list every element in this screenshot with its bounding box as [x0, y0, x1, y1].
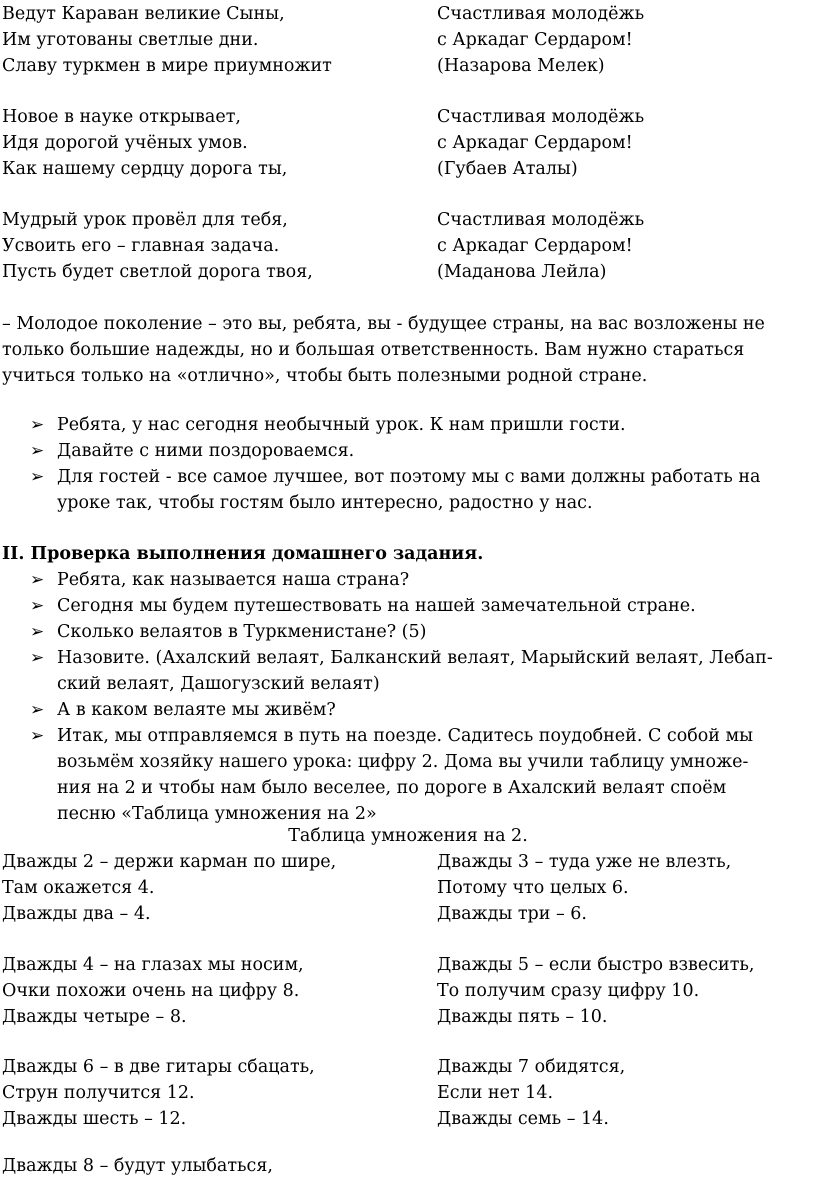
song-line: Потому что целых 6. [437, 878, 629, 898]
list-item: Назовите. (Ахалский велаят, Балканский велаят, Марыйский велаят, Лебап- [57, 648, 773, 668]
poem-line: Новое в науке открывает, [2, 107, 241, 127]
song-line: Дважды 7 обидятся, [437, 1057, 626, 1077]
list-item: Для гостей - все самое лучшее, вот поэтому мы с вами должны работать на [57, 467, 761, 487]
bullet-arrow-icon: ➢ [30, 622, 45, 642]
song-line: Дважды 8 – будут улыбаться, [2, 1156, 273, 1176]
song-line: Дважды 2 – держи карман по шире, [2, 852, 337, 872]
song-line: Дважды четыре – 8. [2, 1007, 187, 1027]
song-line: Дважды пять – 10. [437, 1007, 608, 1027]
poem-line: с Аркадаг Сердаром! [437, 30, 633, 50]
poem-line: Счастливая молодёжь [437, 4, 645, 24]
song-line: Там окажется 4. [2, 878, 155, 898]
list-item-continuation: песню «Таблица умножения на 2» [57, 804, 377, 824]
poem-line: Как нашему сердцу дорога ты, [2, 159, 288, 179]
song-line: Если нет 14. [437, 1083, 554, 1103]
song-line: Дважды три – 6. [437, 904, 587, 924]
poem-line: Усвоить его – главная задача. [2, 236, 280, 256]
song-line: Дважды 3 – туда уже не влезть, [437, 852, 732, 872]
list-item: Ребята, у нас сегодня необычный урок. К нам пришли гости. [57, 415, 626, 435]
song-line: Дважды 4 – на глазах мы носим, [2, 955, 304, 975]
section-heading: II. Проверка выполнения домашнего задания. [2, 544, 484, 564]
poem-author: (Назарова Мелек) [437, 56, 605, 76]
bullet-arrow-icon: ➢ [30, 570, 45, 590]
list-item-continuation: ния на 2 и чтобы нам было веселее, по дороге в Ахалский велаят споём [57, 778, 727, 798]
bullet-arrow-icon: ➢ [30, 467, 45, 487]
bullet-arrow-icon: ➢ [30, 700, 45, 720]
paragraph-line: учиться только на «отлично», чтобы быть полезными родной стране. [2, 366, 648, 386]
poem-line: Идя дорогой учёных умов. [2, 133, 248, 153]
song-line: Дважды семь – 14. [437, 1109, 609, 1129]
paragraph-line: – Молодое поколение – это вы, ребята, вы - будущее страны, на вас возложены не [2, 314, 765, 334]
song-line: Дважды два – 4. [2, 904, 151, 924]
list-item: Давайте с ними поздороваемся. [57, 441, 355, 461]
poem-line: Мудрый урок провёл для тебя, [2, 210, 288, 230]
song-line: Дважды 6 – в две гитары сбацать, [2, 1057, 315, 1077]
song-line: То получим сразу цифру 10. [437, 981, 700, 1001]
poem-line: с Аркадаг Сердаром! [437, 133, 633, 153]
poem-author: (Губаев Аталы) [437, 159, 578, 179]
poem-line: Счастливая молодёжь [437, 107, 645, 127]
bullet-arrow-icon: ➢ [30, 726, 45, 746]
poem-line: Славу туркмен в мире приумножит [2, 56, 332, 76]
list-item: Сколько велаятов в Туркменистане? (5) [57, 622, 427, 642]
song-line: Дважды 5 – если быстро взвесить, [437, 955, 755, 975]
song-title: Таблица умножения на 2. [288, 826, 528, 846]
list-item-continuation: ский велаят, Дашогузский велаят) [57, 674, 380, 694]
bullet-arrow-icon: ➢ [30, 415, 45, 435]
poem-line: Пусть будет светлой дорога твоя, [2, 262, 313, 282]
song-line: Дважды шесть – 12. [2, 1109, 187, 1129]
list-item: Итак, мы отправляемся в путь на поезде. Садитесь поудобней. С собой мы [57, 726, 754, 746]
paragraph-line: только большие надежды, но и большая ответственность. Вам нужно стараться [2, 340, 745, 360]
poem-line: с Аркадаг Сердаром! [437, 236, 633, 256]
poem-author: (Маданова Лейла) [437, 262, 607, 282]
bullet-arrow-icon: ➢ [30, 441, 45, 461]
song-line: Струн получится 12. [2, 1083, 195, 1103]
poem-line: Ведут Караван великие Сыны, [2, 4, 285, 24]
list-item: Сегодня мы будем путешествовать на нашей замечательной стране. [57, 596, 696, 616]
poem-line: Им уготованы светлые дни. [2, 30, 259, 50]
song-line: Очки похожи очень на цифру 8. [2, 981, 300, 1001]
list-item: Ребята, как называется наша страна? [57, 570, 410, 590]
list-item: А в каком велаяте мы живём? [57, 700, 336, 720]
poem-line: Счастливая молодёжь [437, 210, 645, 230]
bullet-arrow-icon: ➢ [30, 596, 45, 616]
bullet-arrow-icon: ➢ [30, 648, 45, 668]
list-item-continuation: уроке так, чтобы гостям было интересно, радостно у нас. [57, 493, 593, 513]
list-item-continuation: возьмём хозяйку нашего урока: цифру 2. Дома вы учили таблицу умноже- [57, 752, 749, 772]
